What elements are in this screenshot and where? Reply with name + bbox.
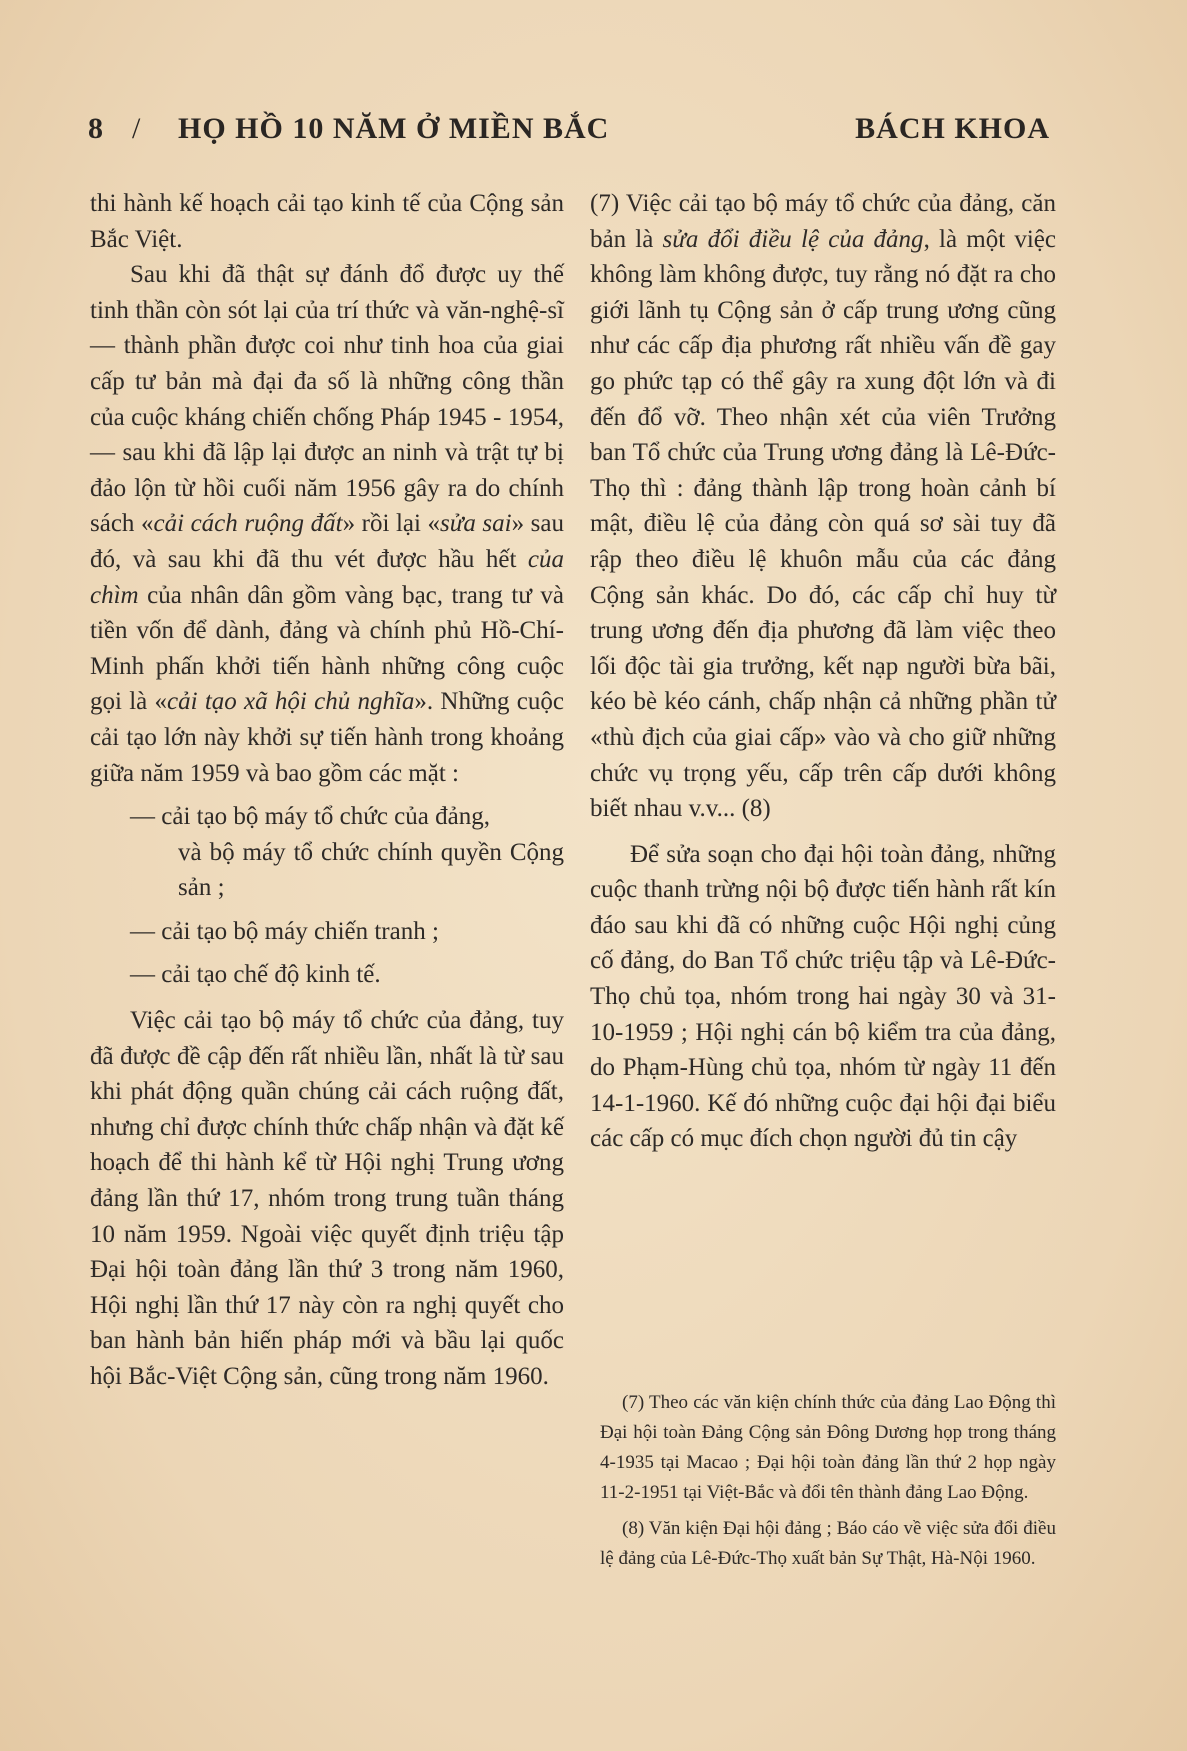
text-run: của nhân dân gồm vàng bạc, trang tư và tiền vốn để dành, đảng và chính phủ Hồ-Chí-Minh phấn khởi tiến hành những công cuộc gọi là « — [90, 581, 564, 716]
paragraph — [90, 257, 564, 791]
magazine-name: BÁCH KHOA — [855, 112, 1050, 145]
page-number: 8 — [88, 112, 104, 145]
footnotes — [600, 1388, 1056, 1580]
left-column — [90, 186, 564, 1395]
italic-term: cải tạo xã hội chủ nghĩa — [167, 688, 415, 716]
italic-term: sửa đổi điều lệ của đảng — [662, 225, 924, 253]
list-item: — cải tạo bộ máy chiến tranh ; — [130, 917, 439, 945]
paragraph: Để sửa soạn cho đại hội toàn đảng, những cuộc thanh trừng nội bộ được tiến hành rất kín đáo sau khi đã có những cuộc Hội nghị củng cố đảng, do Ban Tổ chức triệu tập và Lê-Đức-Thọ chủ tọa, nhóm trong hai ngày 30 và 31-10-1959 ; Hội nghị cán bộ kiểm tra của đảng, do Phạm-Hùng chủ tọa, nhóm từ ngày 11 đến 14-1-1960. Kế đó những cuộc đại hội đại biểu các cấp có mục đích chọn người đủ tin cậy — [590, 840, 1056, 1153]
text-run: Sau khi đã thật sự đánh đổ được uy thế tinh thần còn sót lại của trí thức và văn-nghệ-sĩ — thành phần được coi như tinh hoa của giai cấp tư bản mà đại đa số là những công thần của cuộc kháng chiến chống Pháp 1945 - 1954, — sau khi đã lập lại được an ninh và trật tự bị đảo lộn từ hồi cuối năm 1956 gây ra do chính sách « — [90, 261, 564, 538]
running-title: HỌ HỒ 10 NĂM Ở MIỀN BẮC — [178, 112, 610, 145]
text-run: » sau đó, và sau khi đã thu vét được hầu hết — [90, 510, 565, 573]
italic-term: cải cách ruộng đất — [153, 510, 343, 538]
text-run: (7) Việc cải tạo bộ máy tổ chức của đảng, căn bản là — [590, 190, 1056, 253]
paragraph: Việc cải tạo bộ máy tổ chức của đảng, tuy đã được đề cập đến rất nhiều lần, nhất là từ sau khi phát động quần chúng cải cách ruộng đất, nhưng chỉ được chính thức chấp nhận và đặt kế hoạch để thi hành kể từ Hội nghị Trung ương đảng lần thứ 17, nhóm trong trung tuần tháng 10 năm 1959. Ngoài việc quyết định triệu tập Đại hội toàn đảng lần thứ 3 trong năm 1960, Hội nghị lần thứ 17 này còn ra nghị quyết cho ban hành bản hiến pháp mới và bầu lại quốc hội Bắc-Việt Cộng sản, cũng trong năm 1960. — [90, 1007, 564, 1390]
text-run: , là một việc không làm không được, tuy rằng nó đặt ra cho giới lãnh tụ Cộng sản ở cấp trung ương cũng như các cấp địa phương rất nhiều vấn đề gay go phức tạp có thể gây ra xung đột lớn và đi đến đổ vỡ. Theo nhận xét của viên Trưởng ban Tổ chức của Trung ương đảng là Lê-Đức-Thọ thì : đảng thành lập trong hoàn cảnh bí mật, điều lệ của đảng còn quá sơ sài tuy đã rập theo điều lệ khuôn mẫu của các đảng Cộng sản khác. Do đó, các cấp chỉ huy từ trung ương đến địa phương đã làm việc theo lối độc tài gia trưởng, kết nạp người bừa bãi, kéo bè kéo cánh, chấp nhận cả những phần tử «thù địch của giai cấp» vào và cho giữ những chức vụ trọng yếu, cấp trên cấp dưới không biết nhau v.v... (8) — [590, 225, 1056, 823]
right-column — [590, 186, 1056, 1157]
italic-term: sửa sai — [440, 510, 512, 538]
list-item: — cải tạo bộ máy tổ chức của đảng, — [130, 803, 490, 831]
paragraph — [590, 186, 1056, 827]
text-run: » rồi lại « — [342, 510, 441, 538]
list-item: — cải tạo chế độ kinh tế. — [130, 961, 381, 989]
list-item-continuation: và bộ máy tổ chức chính quyền Cộng sản ; — [178, 838, 564, 902]
paragraph: thi hành kế hoạch cải tạo kinh tế của Cộng sản Bắc Việt. — [90, 190, 564, 253]
footnote-8: (8) Văn kiện Đại hội đảng ; Báo cáo về việc sửa đổi điều lệ đảng của Lê-Đức-Thọ xuất bản Sự Thật, Hà-Nội 1960. — [600, 1518, 1056, 1569]
italic-term: của chìm — [90, 545, 564, 609]
header-separator: / — [132, 112, 142, 145]
footnote-7: (7) Theo các văn kiện chính thức của đảng Lao Động thì Đại hội toàn Đảng Cộng sản Đông Dương họp trong tháng 4-1935 tại Macao ; Đại hội toàn đảng lần thứ 2 họp ngày 11-2-1951 tại Việt-Bắc và đổi tên thành đảng Lao Động. — [600, 1392, 1056, 1503]
text-run: ». Những cuộc cải tạo lớn này khởi sự tiến hành trong khoảng giữa năm 1959 và bao gồm các mặt : — [90, 688, 564, 787]
page-header — [88, 112, 1050, 160]
